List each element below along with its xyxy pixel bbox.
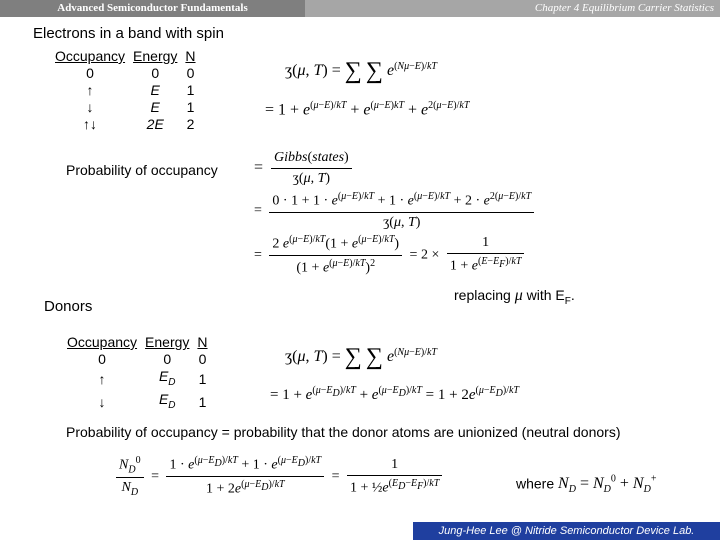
table-cell: 0 xyxy=(186,65,195,81)
donor-partition-expansion: = $1 + e^{(\mu-E_D)/kT} + e^{(\mu-E_D)/kT} = 1 + 2e^{(\mu-E_D)/kT}$ xyxy=(270,385,519,403)
table-cell: 1 xyxy=(186,82,195,98)
table-cell: E xyxy=(150,82,160,98)
table-header: Occupancy xyxy=(55,48,126,64)
where-text: where xyxy=(516,475,555,492)
table-header: Energy xyxy=(133,48,178,64)
partition-function-expansion: = $1 + e^{(\mu-E)/kT} + e^{(\mu-E)kT} + e^{2(\mu-E)/kT}$ xyxy=(265,100,470,119)
table-cell: $E_D$ xyxy=(158,368,176,388)
table-row xyxy=(63,368,212,391)
table-cell: ↓ xyxy=(86,99,94,115)
section-title-donors: Donors xyxy=(44,298,93,315)
table-header: Energy xyxy=(145,334,190,350)
table-row xyxy=(51,65,200,82)
probability-fermi-eq: = $\frac{2 e^{(\mu-E)/kT}(1 + e^{(\mu-E)/kT})}{(1 + e^{(\mu-E)/kT})^2}$ = 2 × $\frac{1}{1 + e^{(E-E_F)/kT}}$ xyxy=(254,234,528,276)
table-header: N xyxy=(185,48,196,64)
table-cell: 0 xyxy=(151,65,160,81)
with-text: with E xyxy=(526,287,565,303)
occupancy-table-donors xyxy=(63,334,212,414)
table-cell: 0 xyxy=(98,351,106,367)
replacing-note: replacing μ with $E_F$. xyxy=(454,287,575,307)
probability-expansion-eq: = $\frac{0 \cdot 1 + 1 \cdot e^{(\mu-E)/kT} + 1 \cdot e^{(\mu-E)/kT} + 2 \cdot e^{2(\mu-E)/kT}}{\text{ʒ(μ, T)}}$ xyxy=(254,191,538,231)
table-row xyxy=(63,351,212,368)
donor-probability-text: Probability of occupancy = probability that the donor atoms are unionized (neutral donors) xyxy=(66,424,621,440)
table-header: Occupancy xyxy=(67,334,138,350)
partition-function-eq: ʒ(μ, T) = ∑ ∑ $e^{(N\mu-E)/kT}$ xyxy=(285,58,437,84)
table-cell: 2 xyxy=(186,116,195,132)
table-row xyxy=(51,116,200,133)
header-chapter-title: Chapter 4 Equilibrium Carrier Statistics xyxy=(305,0,720,17)
donor-partition-function-eq: ʒ(μ, T) = ∑ ∑ $e^{(N\mu-E)/kT}$ xyxy=(285,344,437,370)
occupancy-table-electrons xyxy=(51,48,200,133)
donor-occupancy-eq: $\frac{N_D^0}{N_D}$ = $\frac{1 \cdot e^{(\mu-E_D)/kT} + 1 \cdot e^{(\mu-E_D)/kT}}{1 + 2e^{(\mu-E_D)/kT}}$ = $\frac{1}{1 + \frac{1}{2}e^{(E_D-E_F)/kT}}$ xyxy=(112,455,446,498)
table-row xyxy=(51,99,200,116)
table-row xyxy=(63,391,212,414)
table-cell: 0 xyxy=(86,65,94,81)
table-cell: 1 xyxy=(198,393,207,410)
table-cell: 0 xyxy=(163,351,172,367)
where-note: where $N_D = N_D^0 + N_D^+$ xyxy=(516,474,657,496)
table-cell: ↑↓ xyxy=(83,116,98,132)
table-header: N xyxy=(197,334,208,350)
table-cell: $E_D$ xyxy=(158,390,176,411)
probability-gibbs-eq: = $\frac{\text{Gibbs(states)}}{\text{ʒ(μ, T)}}$ xyxy=(254,150,356,187)
table-cell: 0 xyxy=(198,351,207,367)
table-row xyxy=(51,82,200,99)
with-subscript: F xyxy=(564,295,571,307)
footer-lab-credit: Jung-Hee Lee @ Nitride Semiconductor Device Lab. xyxy=(413,522,720,540)
table-cell: 2E xyxy=(146,116,164,132)
table-cell: E xyxy=(150,99,160,115)
replacing-text: replacing xyxy=(454,287,511,303)
table-cell: 1 xyxy=(186,99,195,115)
header-course-title: Advanced Semiconductor Fundamentals xyxy=(0,0,305,17)
table-cell: 1 xyxy=(198,370,207,387)
table-cell: ↑ xyxy=(86,82,94,98)
table-cell: ↑ xyxy=(98,370,106,387)
probability-label: Probability of occupancy xyxy=(66,162,218,178)
table-cell: ↓ xyxy=(98,393,106,410)
section-title-electrons: Electrons in a band with spin xyxy=(33,25,224,42)
